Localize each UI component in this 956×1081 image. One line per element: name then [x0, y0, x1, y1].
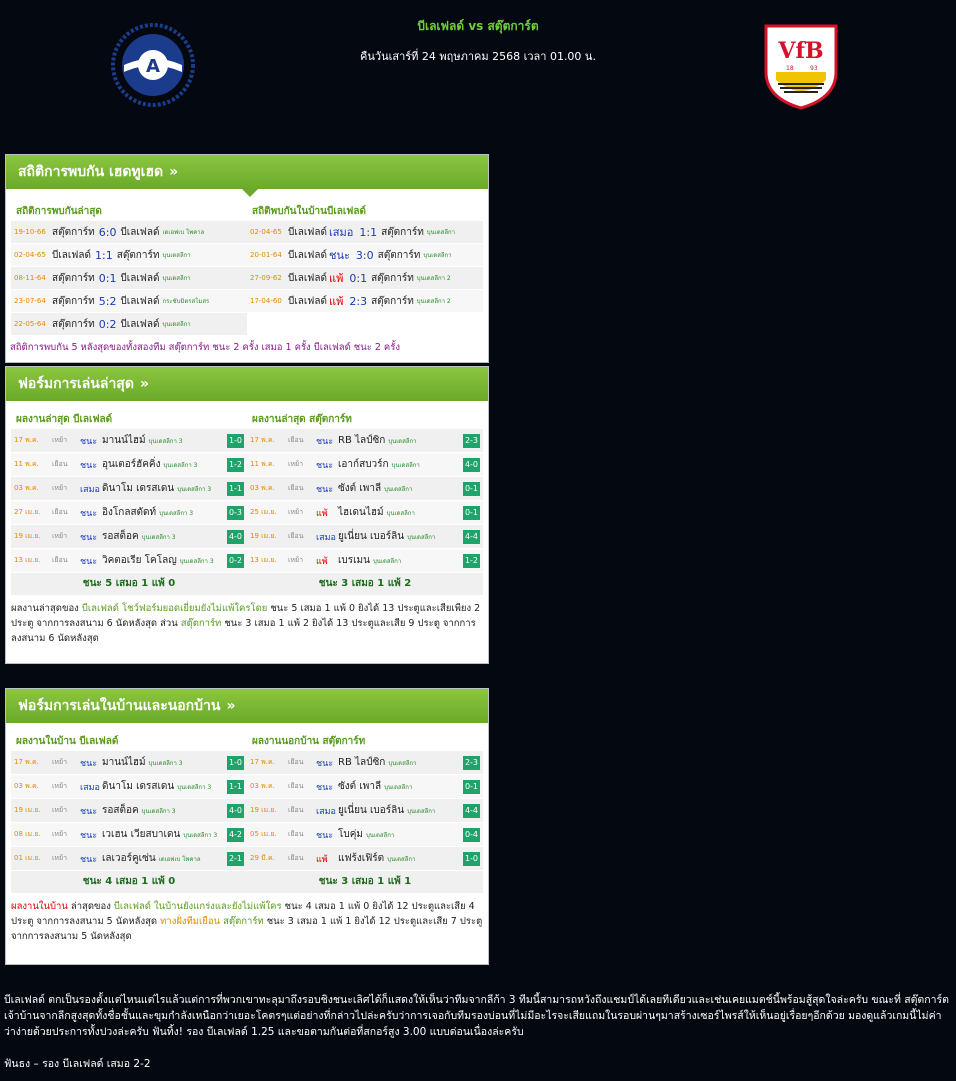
score-badge: 0-1	[463, 780, 480, 794]
home-title: ผลงานในบ้าน บีเลเฟลด์	[16, 736, 119, 747]
opponent: รอสต็อค	[102, 805, 139, 816]
match-result: แพ้	[316, 556, 328, 567]
venue: เยือน	[288, 806, 304, 814]
h2h-recent-title: สถิติการพบกันล่าสุด	[16, 206, 102, 217]
analysis-text: บีเลเฟลด์ ตกเป็นรองตั้งแต่ไหนแต่ไรแล้วแต่การที่พวกเขาทะลุมาถึงรอบชิงชนะเลิศได้ก็แสดงให้เห็นว่าทีมจากลีก้า 3 ทีมนี้สามารถหวังถึงแชมป์ได้เลยทีเดียวและเช่นเคยแมตช์นี้พร้อมสู้สุดใจล่ะครับ ขณะที่ สตุ๊ตการ์ต เจ้าบ้านจากลีกสูงสุดทั้งชื่อชั้นและขุมกำลังเหนือกว่าเยอะโคตรๆแต่อย่างที่กล่าวไปล่ะครับว่าการเจอกับทีมรองบ่อนที่ไม่มีอะไรจะเสียแถมในรอบผ่านๆมาสร้างเซอร์ไพรส์ให้เห็นอยู่เรื่อยๆอีกด้วย มองดูแล้วเกมนี้ไม่ค่าว่าง่ายด้วยประการทั้งปวงล่ะครับ ฟันทิ้ง! รอง บีเลเฟลด์ 1.25 และขอตามกันต่อที่สกอร์สูง 3.00 แบบด่อนเนื่องล่ะครับ	[4, 994, 949, 1038]
venue: เยือน	[288, 782, 304, 790]
league-name: บุนเดสลีกา 3	[177, 783, 212, 791]
home-team: สตุ๊ตการ์ท	[52, 226, 95, 238]
match-result: ชนะ	[80, 806, 98, 817]
score-badge: 1-1	[227, 482, 244, 496]
opponent: เอาก์สบวร์ก	[338, 459, 389, 470]
form-row	[247, 525, 483, 548]
venue: เยือน	[288, 854, 304, 862]
h2h-summary: สถิติการพบกัน 5 หลังสุดของทั้งสองทีม สตุ๊ตการ์ท ชนะ 2 ครั้ง เสมอ 1 ครั้ง บีเลเฟลด์ ชนะ 2 ครั้ง	[10, 342, 401, 353]
form-bielefeld-list	[11, 407, 247, 595]
opponent: ซังต์ เพาลี	[338, 483, 382, 494]
opponent: ยูเนี่ยน เบอร์ลิน	[338, 805, 405, 816]
match-date: 03 พ.ค.	[14, 484, 39, 492]
venue: เหย้า	[52, 758, 68, 766]
league-name: บุนเดสลีกา 3	[179, 557, 214, 565]
svg-text:93: 93	[810, 65, 818, 72]
venue: เหย้า	[52, 484, 68, 492]
home-team: บีเลเฟลด์	[288, 249, 328, 261]
score-badge: 0-2	[227, 554, 244, 568]
league-name: บุนเดสลีกา 3	[183, 831, 218, 839]
h2h-row	[11, 290, 247, 312]
league-name: เดเอฟเบ โพคาล	[158, 855, 201, 863]
match-score: 0:1	[349, 271, 368, 285]
match-result: ชนะ	[80, 758, 98, 769]
league-name: บุนเดสลีกา	[366, 831, 395, 839]
match-result: ชนะ	[329, 249, 350, 262]
vfb-stuttgart-logo	[762, 22, 840, 110]
form-row	[11, 549, 247, 572]
score-badge: 4-0	[227, 530, 244, 544]
league-name: บุนเดสลีกา	[391, 461, 420, 469]
match-score: 5:2	[98, 294, 117, 308]
form-row	[247, 823, 483, 846]
match-result: ชนะ	[80, 854, 98, 865]
svg-text:VfB: VfB	[778, 38, 824, 64]
score-badge: 1-0	[463, 852, 480, 866]
match-date: 17 พ.ค.	[250, 758, 275, 766]
league-name: บุนเดสลีกา 3	[148, 759, 183, 767]
league-name: บุนเดสลีกา	[407, 807, 436, 815]
venue: เยือน	[52, 508, 68, 516]
home-team: บีเลเฟลด์	[288, 226, 328, 238]
score-badge: 0-3	[227, 506, 244, 520]
match-result: เสมอ	[316, 532, 336, 543]
score-badge: 4-4	[463, 804, 480, 818]
match-result: แพ้	[316, 508, 328, 519]
form-row	[11, 453, 247, 476]
match-date: 05 เม.ย.	[250, 830, 277, 838]
match-date: 19 เม.ย.	[14, 532, 41, 540]
score-badge: 2-1	[227, 852, 244, 866]
svg-text:A: A	[146, 56, 160, 77]
venue: เหย้า	[52, 830, 68, 838]
away-stuttgart-list	[247, 729, 483, 893]
match-result: ชนะ	[80, 436, 98, 447]
league-name: บุนเดสลีกา 2	[416, 275, 451, 282]
league-name: บุนเดสลีกา 2	[416, 298, 451, 305]
form-panel	[5, 366, 489, 664]
home-team: บีเลเฟลด์	[52, 249, 92, 261]
h2h-home-title: สถิติพบกันในบ้านบีเลเฟลด์	[252, 206, 367, 217]
h2h-home-list	[247, 199, 483, 336]
form-row	[247, 501, 483, 524]
match-datetime: คืนวันเสาร์ที่ 24 พฤษภาคม 2568 เวลา 01.00 น.	[360, 50, 596, 63]
match-result: ชนะ	[80, 830, 98, 841]
venue: เหย้า	[52, 806, 68, 814]
score-badge: 1-0	[227, 434, 244, 448]
form-row	[247, 549, 483, 572]
match-date: 23-07-64	[14, 297, 46, 305]
venue: เยือน	[52, 460, 68, 468]
match-date: 13 เม.ย.	[14, 556, 41, 564]
home-team: บีเลเฟลด์	[288, 295, 328, 307]
match-date: 02-04-65	[250, 228, 282, 236]
match-date: 03 พ.ค.	[250, 782, 275, 790]
opponent: ดินาโม เดรสเดน	[102, 781, 175, 792]
form-row	[247, 453, 483, 476]
prediction-text: ฟันธง – รอง บีเลเฟลด์ เสมอ 2-2	[4, 1058, 151, 1070]
form-row	[11, 823, 247, 846]
match-score: 1:1	[359, 225, 378, 239]
match-result: เสมอ	[80, 484, 100, 495]
score-badge: 1-2	[463, 554, 480, 568]
homeaway-header: ฟอร์มการเล่นในบ้านและนอกบ้าน »	[6, 689, 488, 723]
form-summary: ชนะ 5 เสมอ 1 แพ้ 0	[11, 573, 247, 595]
opponent: ยูเนี่ยน เบอร์ลิน	[338, 531, 405, 542]
home-team: สตุ๊ตการ์ท	[52, 272, 95, 284]
match-date: 11 พ.ค.	[14, 460, 39, 468]
form-row	[247, 847, 483, 870]
form-summary: ชนะ 3 เสมอ 1 แพ้ 1	[247, 871, 483, 893]
score-badge: 4-0	[227, 804, 244, 818]
h2h-row	[247, 267, 483, 289]
form-row	[11, 429, 247, 452]
form-summary: ชนะ 4 เสมอ 1 แพ้ 0	[11, 871, 247, 893]
opponent: ดินาโม เดรสเดน	[102, 483, 175, 494]
match-score: 1:1	[95, 248, 113, 262]
opponent: แฟร้งเฟิร์ต	[338, 853, 385, 864]
h2h-row	[11, 221, 247, 243]
opponent: RB ไลป์ซิก	[338, 435, 386, 446]
score-badge: 0-4	[463, 828, 480, 842]
h2h-recent-list	[11, 199, 247, 336]
homeaway-note: ผลงานในบ้าน ล่าสุดของ บีเลเฟลด์ ในบ้านยังแกร่งและยังไม่แพ้ใคร ชนะ 4 เสมอ 1 แพ้ 0 ยิงได้ 12 ประตูและเสีย 4 ประตู จากการลงสนาม 5 นัดหลังสุด ทางฝั่งทีมเยือน สตุ๊ตการ์ท ชนะ 3 เสมอ 1 แพ้ 1 ยิงได้ 12 ประตูและเสีย 7 ประตู จากการลงสนาม 5 นัดหลังสุด	[11, 901, 483, 942]
match-date: 17-04-60	[250, 297, 282, 305]
match-score: 0:1	[98, 271, 117, 285]
league-name: บุนเดสลีกา	[384, 783, 413, 791]
venue: เหย้า	[52, 436, 68, 444]
match-date: 13 เม.ย.	[250, 556, 277, 564]
venue: เหย้า	[288, 508, 304, 516]
league-name: บุนเดสลีกา 3	[163, 461, 198, 469]
match-result: ชนะ	[316, 758, 334, 769]
match-result: แพ้	[329, 272, 344, 285]
score-badge: 1-0	[227, 756, 244, 770]
score-badge: 1-2	[227, 458, 244, 472]
league-name: บุนเดสลีกา	[162, 252, 191, 259]
match-result: ชนะ	[316, 830, 334, 841]
h2h-row	[247, 221, 483, 243]
match-date: 25 เม.ย.	[250, 508, 277, 516]
match-date: 27 เม.ย.	[14, 508, 41, 516]
match-date: 27-09-62	[250, 274, 282, 282]
match-result: ชนะ	[316, 436, 334, 447]
h2h-row	[11, 313, 247, 335]
venue: เหย้า	[288, 556, 304, 564]
venue: เยือน	[288, 830, 304, 838]
league-name: บุนเดสลีกา	[386, 509, 415, 517]
match-date: 19-10-66	[14, 228, 46, 236]
match-result: ชนะ	[316, 782, 334, 793]
h2h-row	[11, 244, 247, 266]
away-title: ผลงานนอกบ้าน สตุ๊ตการ์ท	[252, 736, 366, 747]
match-result: ชนะ	[316, 484, 334, 495]
form-row	[11, 751, 247, 774]
away-team: สตุ๊ตการ์ท	[116, 249, 160, 261]
opponent: เลเวอร์คูเซ่น	[102, 853, 156, 864]
league-name: บุนเดสลีกา	[423, 252, 452, 259]
league-name: บุนเดสลีกา	[407, 533, 436, 541]
match-score: 0:2	[98, 317, 117, 331]
league-name: บุนเดสลีกา 3	[148, 437, 183, 445]
match-date: 29 มี.ค.	[250, 854, 275, 862]
league-name: บุนเดสลีกา	[388, 437, 417, 445]
score-badge: 0-1	[463, 506, 480, 520]
league-name: บุนเดสลีกา	[388, 759, 417, 767]
venue: เยือน	[288, 532, 304, 540]
match-result: เสมอ	[329, 226, 354, 239]
away-team: สตุ๊ตการ์ท	[377, 249, 421, 261]
match-date: 03 พ.ค.	[250, 484, 275, 492]
away-team: สตุ๊ตการ์ท	[371, 272, 414, 284]
home-team: สตุ๊ตการ์ท	[52, 318, 95, 330]
opponent: ซังต์ เพาลี	[338, 781, 382, 792]
h2h-row	[247, 244, 483, 266]
match-date: 17 พ.ค.	[14, 758, 39, 766]
match-result: ชนะ	[80, 460, 98, 471]
score-badge: 1-1	[227, 780, 244, 794]
opponent: อิงโกลสตัดท์	[102, 507, 157, 518]
match-header	[0, 0, 956, 130]
form-row	[11, 775, 247, 798]
form-summary: ชนะ 3 เสมอ 1 แพ้ 2	[247, 573, 483, 595]
league-name: บุนเดสลีกา	[426, 229, 455, 236]
match-score: 6:0	[98, 225, 117, 239]
league-name: กระชับมิตรสโมสร	[162, 298, 210, 305]
league-name: บุนเดสลีกา	[372, 557, 402, 565]
match-date: 08-11-64	[14, 274, 46, 282]
home-team: สตุ๊ตการ์ท	[52, 295, 95, 307]
opponent: เวเฮน เวียสบาเดน	[102, 829, 181, 840]
form-stuttgart-list	[247, 407, 483, 595]
match-result: แพ้	[329, 295, 344, 308]
league-name: บุนเดสลีกา 3	[141, 807, 176, 815]
league-name: เดเอฟเบ โพคาล	[162, 229, 205, 236]
h2h-row	[11, 267, 247, 289]
away-team: บีเลเฟลด์	[120, 272, 160, 284]
venue: เยือน	[288, 484, 304, 492]
league-name: บุนเดสลีกา 3	[159, 509, 194, 517]
away-team: สตุ๊ตการ์ท	[381, 226, 424, 238]
match-date: 22-05-64	[14, 320, 46, 328]
opponent: อุนเตอร์ฮัคคิ่ง	[102, 459, 161, 470]
form-row	[247, 799, 483, 822]
opponent: มานน์ไฮม์	[102, 757, 146, 768]
score-badge: 2-3	[463, 756, 480, 770]
form-left-title: ผลงานล่าสุด บีเลเฟลด์	[16, 414, 113, 425]
league-name: บุนเดสลีกา	[387, 855, 416, 863]
venue: เยือน	[52, 556, 68, 564]
opponent: มานน์ไฮม์	[102, 435, 146, 446]
venue: เยือน	[288, 436, 304, 444]
form-row	[247, 477, 483, 500]
opponent: ไฮเดนไฮม์	[338, 507, 384, 518]
form-row	[247, 751, 483, 774]
home-team: บีเลเฟลด์	[288, 272, 328, 284]
match-result: เสมอ	[80, 782, 100, 793]
league-name: บุนเดสลีกา	[384, 485, 413, 493]
venue: เยือน	[288, 758, 304, 766]
venue: เหย้า	[52, 532, 68, 540]
away-team: บีเลเฟลด์	[120, 318, 160, 330]
h2h-panel	[5, 154, 489, 363]
match-date: 11 พ.ค.	[250, 460, 275, 468]
score-badge: 4-4	[463, 530, 480, 544]
match-date: 19 เม.ย.	[14, 806, 41, 814]
form-row	[11, 501, 247, 524]
league-name: บุนเดสลีกา	[162, 321, 191, 328]
opponent: RB ไลป์ซิก	[338, 757, 386, 768]
h2h-row	[247, 290, 483, 312]
form-note: ผลงานล่าสุดของ บีเลเฟลด์ โชว์ฟอร์มยอดเยี่ยมยังไม่แพ้ใครโดย ชนะ 5 เสมอ 1 แพ้ 0 ยิงได้ 13 ประตูและเสียเพียง 2 ประตู จากการลงสนาม 6 นัดหลังสุด ส่วน สตุ๊ตการ์ท ชนะ 3 เสมอ 1 แพ้ 2 ยิงได้ 13 ประตูและเสีย 9 ประตู จากการลงสนาม 6 นัดหลังสุด	[11, 603, 481, 644]
match-date: 03 พ.ค.	[14, 782, 39, 790]
match-date: 02-04-65	[14, 251, 46, 259]
form-row	[11, 847, 247, 870]
homeaway-panel	[5, 688, 489, 965]
match-result: ชนะ	[80, 532, 98, 543]
away-team: บีเลเฟลด์	[120, 295, 160, 307]
match-result: แพ้	[316, 854, 328, 865]
match-result: เสมอ	[316, 806, 336, 817]
match-result: ชนะ	[80, 556, 98, 567]
form-row	[247, 429, 483, 452]
league-name: บุนเดสลีกา 3	[177, 485, 212, 493]
score-badge: 2-3	[463, 434, 480, 448]
match-date: 08 เม.ย.	[14, 830, 41, 838]
league-name: บุนเดสลีกา 3	[141, 533, 176, 541]
form-header: ฟอร์มการเล่นล่าสุด »	[6, 367, 488, 401]
score-badge: 4-2	[227, 828, 244, 842]
score-badge: 4-0	[463, 458, 480, 472]
match-result: ชนะ	[80, 508, 98, 519]
score-badge: 0-1	[463, 482, 480, 496]
venue: เหย้า	[52, 854, 68, 862]
match-date: 19 เม.ย.	[250, 806, 277, 814]
venue: เหย้า	[288, 460, 304, 468]
match-title: บีเลเฟลด์ vs สตุ๊ตการ์ต	[417, 19, 539, 33]
match-date: 19 เม.ย.	[250, 532, 277, 540]
form-right-title: ผลงานล่าสุด สตุ๊ตการ์ท	[252, 414, 352, 425]
match-score: 3:0	[355, 248, 374, 262]
form-row	[11, 799, 247, 822]
form-row	[247, 775, 483, 798]
away-team: สตุ๊ตการ์ท	[371, 295, 414, 307]
opponent: โบคุ่ม	[338, 829, 363, 840]
match-date: 20-01-64	[250, 251, 282, 259]
svg-text:18: 18	[786, 65, 794, 72]
opponent: รอสต็อค	[102, 531, 139, 542]
match-date: 17 พ.ค.	[250, 436, 275, 444]
match-date: 17 พ.ค.	[14, 436, 39, 444]
form-row	[11, 525, 247, 548]
opponent: วิคตอเรีย โคโลญ	[102, 555, 177, 566]
match-score: 2:3	[349, 294, 368, 308]
form-row	[11, 477, 247, 500]
away-team: บีเลเฟลด์	[120, 226, 160, 238]
h2h-header: สถิติการพบกัน เฮดทูเฮด »	[6, 155, 488, 189]
opponent: เบรเมน	[338, 555, 370, 566]
venue: เหย้า	[52, 782, 68, 790]
home-bielefeld-list	[11, 729, 247, 893]
league-name: บุนเดสลีกา	[162, 275, 191, 282]
match-date: 01 เม.ย.	[14, 854, 41, 862]
match-result: ชนะ	[316, 460, 334, 471]
